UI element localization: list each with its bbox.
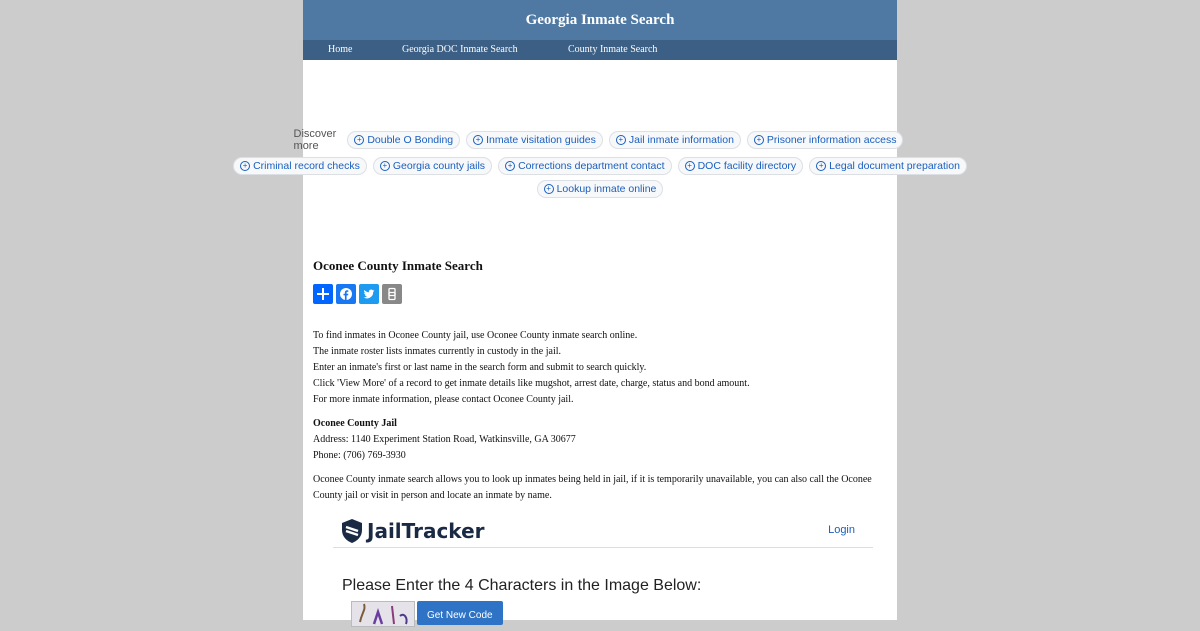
- captcha-image: [351, 601, 415, 627]
- intro-paragraph: [313, 328, 883, 408]
- shield-icon: [341, 518, 363, 544]
- pill-double-o-bonding[interactable]: + Double O Bonding: [347, 131, 460, 149]
- intro-line: To find inmates in Oconee County jail, use Oconee County inmate search online.: [313, 330, 638, 341]
- nav-home[interactable]: Home: [328, 44, 353, 55]
- add-share-icon[interactable]: [313, 284, 333, 304]
- login-link[interactable]: Login: [828, 524, 855, 536]
- jail-address: Address: 1140 Experiment Station Road, Watkinsville, GA 30677: [313, 434, 576, 445]
- captcha-prompt: Please Enter the 4 Characters in the Image Below:: [342, 577, 702, 594]
- pill-legal-docs[interactable]: + Legal document preparation: [809, 157, 967, 175]
- intro-line: Click 'View More' of a record to get inmate details like mugshot, arrest date, charge, status and bond amount.: [313, 378, 750, 389]
- jailtracker-widget: [333, 515, 873, 625]
- nav-county-inmate-search[interactable]: County Inmate Search: [568, 44, 658, 55]
- plus-icon: +: [354, 135, 364, 145]
- nav-doc-inmate-search[interactable]: Georgia DOC Inmate Search: [402, 44, 518, 55]
- jailtracker-logo: [341, 518, 485, 544]
- plus-icon: +: [505, 161, 515, 171]
- closing-paragraph: [313, 472, 883, 504]
- closing-text: Oconee County inmate search allows you to look up inmates being held in jail, if it is temporarily unavailable, you can also call the Oconee County jail or visit in person and locate an inmate by name.: [313, 474, 872, 501]
- plus-icon: +: [240, 161, 250, 171]
- pill-corrections-contact[interactable]: + Corrections department contact: [498, 157, 672, 175]
- jailtracker-logo-text: JailTracker: [367, 519, 485, 543]
- plus-icon: +: [380, 161, 390, 171]
- main-content: [313, 258, 883, 512]
- pill-prisoner-info[interactable]: + Prisoner information access: [747, 131, 904, 149]
- facebook-icon[interactable]: [336, 284, 356, 304]
- plus-icon: +: [544, 184, 554, 194]
- page-title: Oconee County Inmate Search: [313, 258, 483, 273]
- jail-contact: [313, 416, 883, 464]
- pill-visitation-guides[interactable]: + Inmate visitation guides: [466, 131, 603, 149]
- jail-name: Oconee County Jail: [313, 418, 397, 429]
- plus-icon: +: [816, 161, 826, 171]
- pill-lookup-inmate[interactable]: + Lookup inmate online: [537, 180, 664, 198]
- pill-criminal-record[interactable]: + Criminal record checks: [233, 157, 367, 175]
- pill-doc-directory[interactable]: + DOC facility directory: [678, 157, 804, 175]
- plus-icon: +: [473, 135, 483, 145]
- get-new-code-button[interactable]: Get New Code: [417, 601, 503, 625]
- discover-label: Discover more: [293, 128, 337, 152]
- jailtracker-header: [333, 515, 873, 548]
- copy-link-icon[interactable]: [382, 284, 402, 304]
- twitter-icon[interactable]: [359, 284, 379, 304]
- plus-icon: +: [754, 135, 764, 145]
- intro-line: The inmate roster lists inmates currently in custody in the jail.: [313, 346, 561, 357]
- plus-icon: +: [685, 161, 695, 171]
- site-title[interactable]: Georgia Inmate Search: [525, 12, 675, 28]
- site-header: [303, 0, 897, 40]
- plus-icon: +: [616, 135, 626, 145]
- pill-jail-inmate-info[interactable]: + Jail inmate information: [609, 131, 741, 149]
- intro-line: Enter an inmate's first or last name in the search form and submit to search quickly.: [313, 362, 647, 373]
- pill-georgia-county-jails[interactable]: + Georgia county jails: [373, 157, 492, 175]
- page: [242, 0, 960, 621]
- jail-phone: Phone: (706) 769-3930: [313, 450, 406, 461]
- main-nav: [303, 40, 897, 60]
- discover-more: [242, 128, 960, 203]
- share-buttons: [313, 284, 883, 304]
- intro-line: For more inmate information, please contact Oconee County jail.: [313, 394, 574, 405]
